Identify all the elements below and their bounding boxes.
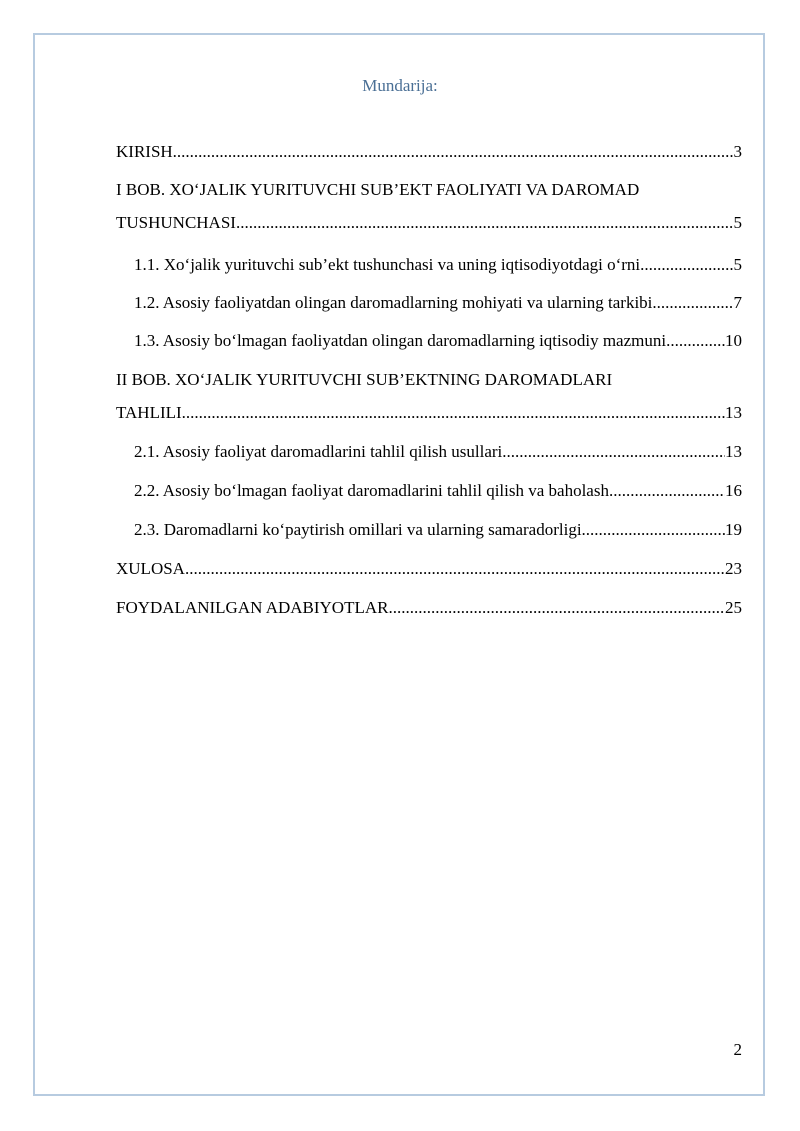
- toc-entry-label: 1.1. Xo‘jalik yurituvchi sub’ekt tushunchasi va uning iqtisodiyotdagi o‘rni: [134, 255, 641, 274]
- toc-entry-1-2[interactable]: [134, 291, 742, 315]
- dot-leader: [609, 479, 725, 503]
- toc-entry-1-1[interactable]: [134, 253, 742, 277]
- toc-entry-page: 7: [733, 293, 742, 312]
- toc-entry-label: KIRISH: [116, 142, 173, 161]
- dot-leader: [666, 329, 725, 353]
- toc-entry-page: 5: [733, 255, 742, 274]
- toc-entry-page: 5: [733, 213, 742, 232]
- toc-entry-label: 1.2. Asosiy faoliyatdan olingan daromadlarning mohiyati va ularning tarkibi: [134, 293, 653, 312]
- toc-entry-chapter1[interactable]: [116, 211, 742, 235]
- toc-entry-label: 1.3. Asosiy bo‘lmagan faoliyatdan olingan daromadlarning iqtisodiy mazmuni: [134, 331, 667, 350]
- page-number: 2: [733, 1040, 742, 1059]
- toc-entry-chapter2[interactable]: [116, 401, 742, 425]
- toc-entry-kirish[interactable]: [116, 140, 742, 164]
- toc-entry-page: 3: [733, 142, 742, 161]
- toc-entry-label: 2.2. Asosiy bo‘lmagan faoliyat daromadlarini tahlil qilish va baholash: [134, 481, 609, 500]
- toc-entry-label: TAHLILI: [116, 403, 182, 422]
- toc-entry-label: 2.1. Asosiy faoliyat daromadlarini tahlil qilish usullari: [134, 442, 503, 461]
- toc-entry-label: FOYDALANILGAN ADABIYOTLAR: [116, 598, 389, 617]
- toc-entry-chapter2-line1[interactable]: II BOB. XO‘JALIK YURITUVCHI SUB’EKTNING DAROMADLARI: [116, 370, 613, 389]
- dot-leader: [582, 518, 725, 542]
- toc-entry-page: 19: [725, 520, 742, 539]
- toc-entry-1-3[interactable]: [134, 329, 742, 353]
- toc-entry-2-2[interactable]: [134, 479, 742, 503]
- dot-leader: [236, 211, 734, 235]
- toc-entry-chapter1-line1[interactable]: I BOB. XO‘JALIK YURITUVCHI SUB’EKT FAOLIYATI VA DAROMAD: [116, 180, 640, 199]
- toc-entry-page: 25: [725, 598, 742, 617]
- toc-entry-label: XULOSA: [116, 559, 185, 578]
- toc-title: Mundarija:: [362, 76, 438, 95]
- dot-leader: [502, 440, 725, 464]
- toc-entry-page: 13: [725, 442, 742, 461]
- dot-leader: [388, 596, 725, 620]
- dot-leader: [173, 140, 734, 164]
- toc-entry-2-1[interactable]: [134, 440, 742, 464]
- toc-entry-page: 16: [725, 481, 742, 500]
- toc-entry-label: 2.3. Daromadlarni ko‘paytirish omillari va ularning samaradorligi: [134, 520, 582, 539]
- toc-entry-2-3[interactable]: [134, 518, 742, 542]
- toc-entry-page: 13: [725, 403, 742, 422]
- dot-leader: [185, 557, 725, 581]
- toc-entry-page: 23: [725, 559, 742, 578]
- toc-entry-adabiyotlar[interactable]: [116, 596, 742, 620]
- toc-entry-label: TUSHUNCHASI: [116, 213, 236, 232]
- toc-entry-page: 10: [725, 331, 742, 350]
- toc-entry-xulosa[interactable]: [116, 557, 742, 581]
- dot-leader: [640, 253, 733, 277]
- dot-leader: [182, 401, 725, 425]
- dot-leader: [652, 291, 733, 315]
